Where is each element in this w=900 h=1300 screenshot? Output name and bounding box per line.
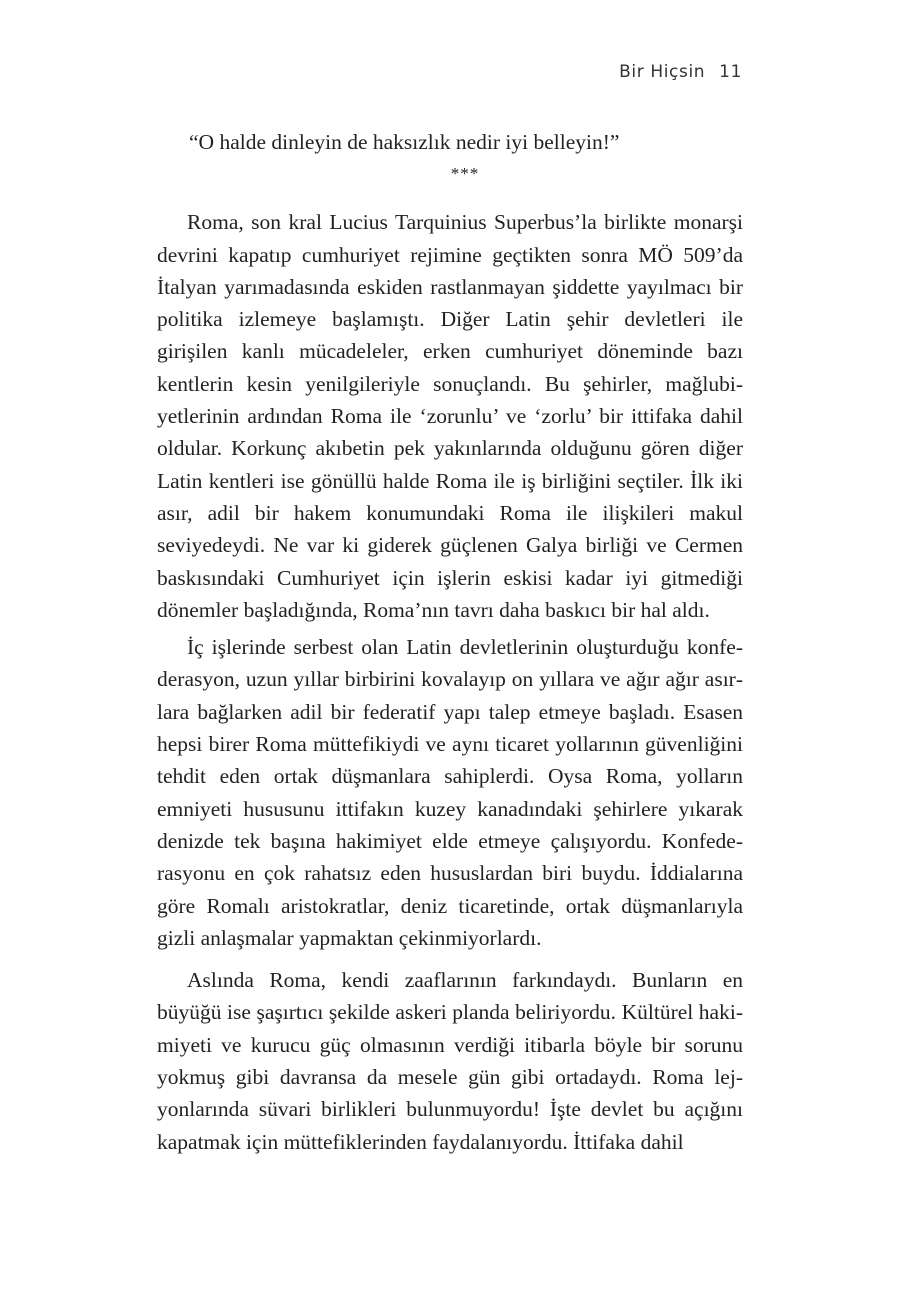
page-number: 11 (719, 62, 742, 82)
body-text (157, 126, 743, 1158)
paragraph-2: İç işlerinde serbest olan Latin devletlerinin oluşturduğu konfederasyon, uzun yıllar birbirini kovalayıp on yıllara ve ağır ağır asırlara bağlarken adil bir federatif yapı talep etmeye başladı. Esasen hepsi birer Roma müttefikiydi ve aynı ticaret yollarının güvenliğini tehdit eden ortak düşmanlara sahiplerdi. Oysa Roma, yolların emniyeti hususunu ittifakın kuzey kanadındaki şehirlere yıkarak denizde tek başına hakimiyet elde etmeye çalışıyordu. Konfederasyonu en çok rahatsız eden hususlardan biri buydu. İddialarına göre Romalı aristokratlar, deniz ticaretinde, ortak düşmanlarıyla gizli anlaşmalar yapmaktan çekinmiyorlardı. (157, 635, 743, 950)
book-title: Bir Hiçsin (619, 62, 706, 82)
section-separator: *** (450, 164, 480, 184)
paragraph-3: Aslında Roma, kendi zaaflarının farkındaydı. Bunların en büyüğü ise şaşırtıcı şekilde askeri planda beliriyordu. Kültürel hakimiyeti ve kurucu güç olmasının verdiği itibarla böyle bir sorunu yokmuş gibi davransa da mesele gün gibi ortadaydı. Roma lejyonlarında süvari birlikleri bulunmuyordu! İşte devlet bu açığını kapatmak için müttefiklerinden faydalanıyordu. İttifaka dahil (157, 968, 743, 1154)
quote-line: “O halde dinleyin de haksızlık nedir iyi belleyin!” (189, 130, 620, 154)
running-header (619, 62, 742, 82)
paragraph-1: Roma, son kral Lucius Tarquinius Superbus’la birlikte monarşi devrini kapatıp cumhuriyet rejimine geçtikten sonra MÖ 509’da İtalyan yarımadasında eskiden rastlanmayan şiddette yayılmacı bir politika izlemeye başlamıştı. Diğer Latin şehir devletleri ile girişilen kanlı mücadeleler, erken cumhuriyet döneminde bazı kentlerin kesin yenilgileriyle sonuçlandı. Bu şehirler, mağlubiyetlerinin ardından Roma ile ‘zorunlu’ ve ‘zorlu’ bir ittifaka dahil oldular. Korkunç akıbetin pek yakınlarında olduğunu gören diğer Latin kentleri ise gönüllü halde Roma ile iş birliğini seçtiler. İlk iki asır, adil bir hakem konumundaki Roma ile ilişkileri makul seviyedeydi. Ne var ki giderek güçlenen Galya birliği ve Cermen baskısındaki Cumhuriyet için işlerin eskisi kadar iyi gitmediği dönemler başladığında, Roma’nın tavrı daha baskıcı bir hal aldı. (157, 210, 743, 622)
